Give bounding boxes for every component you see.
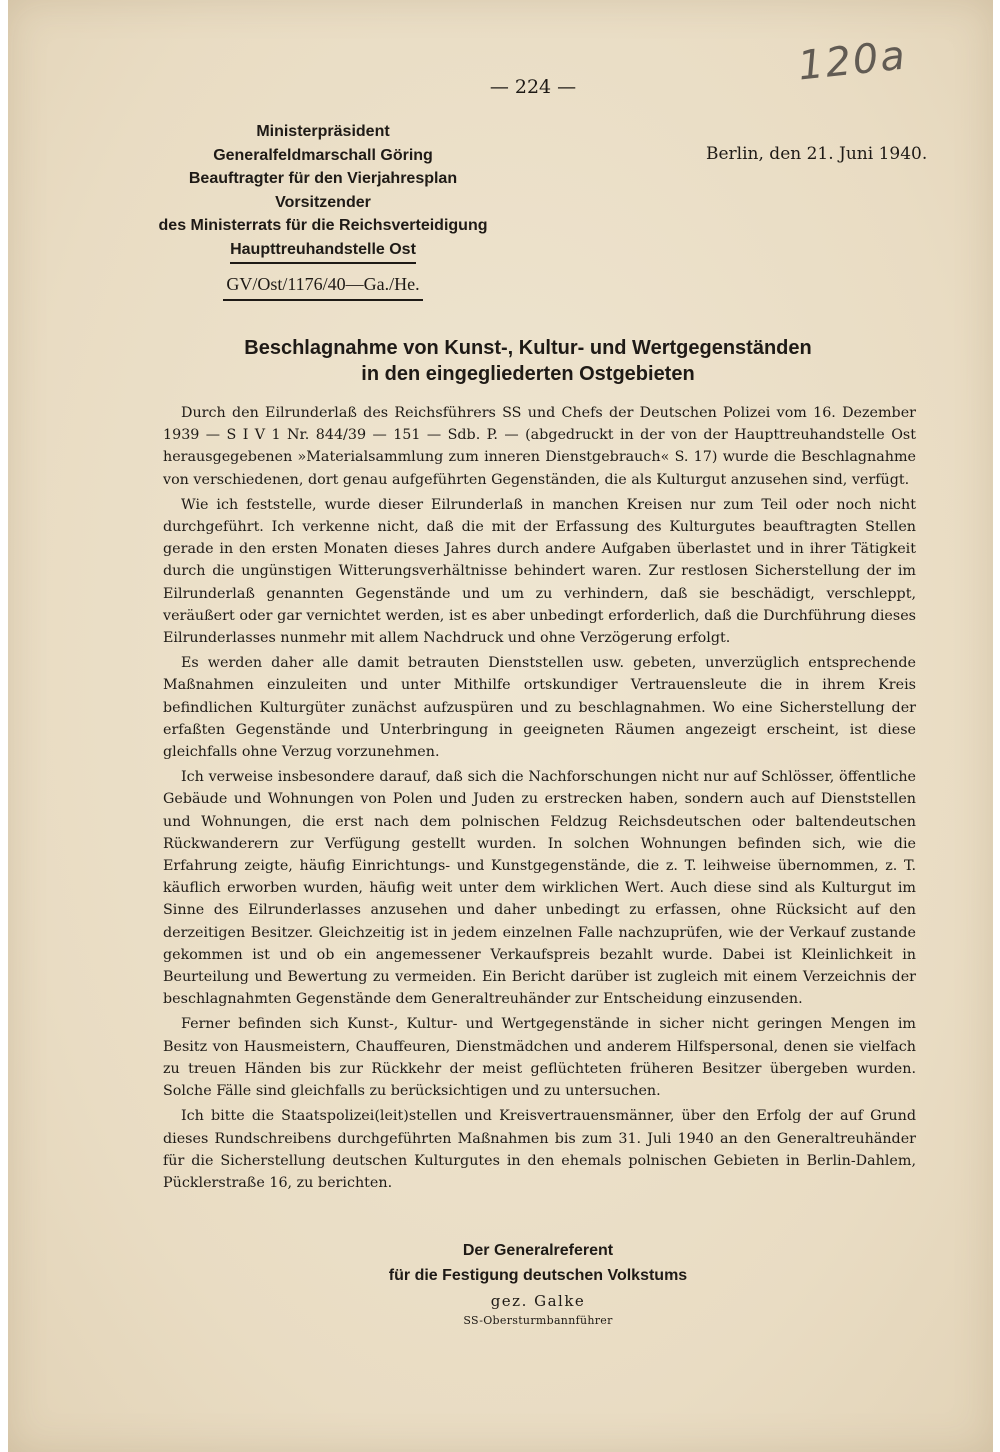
document-page xyxy=(8,0,993,1452)
paragraph: Durch den Eilrunderlaß des Reichsführers SS und Chefs der Deutschen Polizei vom 16. Dezember 1939 — S I V 1 Nr. 844/39 — 151 — Sdb. P. — (abgedruckt in der von der Haupttreuhandstelle Ost herausgegebenen »Materialsammlung zum inneren Dienstgebrauch« S. 17) wurde die Beschlagnahme von verschiedenen, dort genau aufgeführten Gegenständen, die als Kulturgut anzusehen sind, verfügt. xyxy=(163,405,916,488)
authority-line: Generalfeldmarschall Göring xyxy=(213,146,433,164)
paragraph: Es werden daher alle damit betrauten Dienststellen usw. gebeten, unverzüglich entsprechende Maßnahmen einzuleiten und unter Mithilfe ortskundiger Vertrauensleute die in ihrem Kreis befindlichen Kulturgüter zunächst aufzuspüren und zu beschlagnahmen. Wo eine Sicherstellung der erfaßten Gegenstände und Unterbringung in geeigneten Räumen angezeigt erscheint, ist diese gleichfalls ohne Verzug vorzunehmen. xyxy=(163,655,916,761)
signatory-title: Der Generalreferent xyxy=(462,1242,614,1259)
authority-line: Ministerpräsident xyxy=(256,123,390,140)
handwritten-annotation: 120a xyxy=(795,32,909,90)
body-text xyxy=(163,402,916,1197)
page-number: — 224 — xyxy=(489,76,577,98)
date-line: Berlin, den 21. Juni 1940. xyxy=(706,144,928,164)
authority-line: Beauftragter für den Vierjahresplan xyxy=(188,170,458,187)
authority-line: Vorsitzender xyxy=(275,193,371,211)
reference-number: GV/Ost/1176/40—Ga./He. xyxy=(223,273,422,301)
title-line-1: Beschlagnahme von Kunst-, Kultur- und Wertgegenständen xyxy=(244,337,812,359)
paragraph: Ich verweise insbesondere darauf, daß sich die Nachforschungen nicht nur auf Schlösser, öffentliche Gebäude und Wohnungen von Polen und Juden zu erstrecken haben, sondern auch auf Dienststellen und Wohnungen, die erst nach dem polnischen Feldzug Reichsdeutschen oder baltendeutschen Rückwanderern zur Verfügung gestellt wurden. In solchen Wohnungen befinden sich, wie die Erfahrung zeigte, häufig Einrichtungs- und Kunstgegenstände, die z. T. leihweise übernommen, z. T. käuflich erworben wurden, häufig weit unter dem wirklichen Wert. Auch diese sind als Kulturgut im Sinne des Eilrunderlasses anzusehen und daher unbedingt zu erfassen, ohne Rücksicht auf den derzeitigen Besitzer. Gleichzeitig ist in jedem einzelnen Falle nachzuprüfen, wie der Verkauf zustande gekommen ist und ob ein angemessener Verkaufspreis bezahlt wurde. Dabei ist Kleinlichkeit in Beurteilung und Bewertung zu vermeiden. Ein Bericht darüber ist zugleich mit einem Verzeichnis der beschlagnahmten Gegenstände dem Generaltreuhänder zur Entscheidung einzusenden. xyxy=(163,769,916,1008)
authority-office: Haupttreuhandstelle Ost xyxy=(230,238,416,265)
signatory-office: für die Festigung deutschen Volkstums xyxy=(388,1267,688,1284)
signature-block xyxy=(338,1238,738,1327)
document-title xyxy=(78,335,978,387)
signatory-rank: SS-Obersturmbannführer xyxy=(463,1314,613,1327)
authority-line: des Ministerrats für die Reichsverteidigung xyxy=(158,217,488,234)
signatory-name: gez. Galke xyxy=(490,1292,586,1310)
title-line-2: in den eingegliederten Ostgebieten xyxy=(361,363,695,385)
paragraph: Wie ich feststelle, wurde dieser Eilrunderlaß in manchen Kreisen nur zum Teil oder noch nicht durchgeführt. Ich verkenne nicht, daß die mit der Erfassung des Kulturgutes beauftragten Stellen gerade in den ersten Monaten dieses Jahres durch andere Aufgaben überlastet und in ihrer Tätigkeit durch die ungünstigen Witterungsverhältnisse behindert waren. Zur restlosen Sicherstellung der im Eilrunderlaß genannten Gegenstände und um zu verhindern, daß sie beschädigt, verschleppt, veräußert oder gar vernichtet werden, ist es aber unbedingt erforderlich, daß die Durchführung dieses Eilrunderlasses nunmehr mit allem Nachdruck und ohne Verzögerung erfolgt. xyxy=(163,496,916,647)
paragraph: Ferner befinden sich Kunst-, Kultur- und Wertgegenstände in sicher nicht geringen Mengen im Besitz von Hausmeistern, Chauffeuren, Dienstmädchen und anderem Hilfspersonal, denen sie vielfach zu treuen Händen bis zur Rückkehr der meist geflüchteten früheren Besitzer übergeben wurden. Solche Fälle sind gleichfalls zu berücksichtigen und zu untersuchen. xyxy=(163,1016,916,1100)
paragraph: Ich bitte die Staatspolizei(leit)stellen und Kreisvertrauensmänner, über den Erfolg der auf Grund dieses Rundschreibens durchgeführten Maßnahmen bis zum 31. Juli 1940 an den Generaltreuhänder für die Sicherstellung deutschen Kulturgutes in den ehemals polnischen Gebieten in Berlin-Dahlem, Pücklerstraße 16, zu berichten. xyxy=(163,1108,916,1191)
issuing-authority-block xyxy=(153,120,493,301)
